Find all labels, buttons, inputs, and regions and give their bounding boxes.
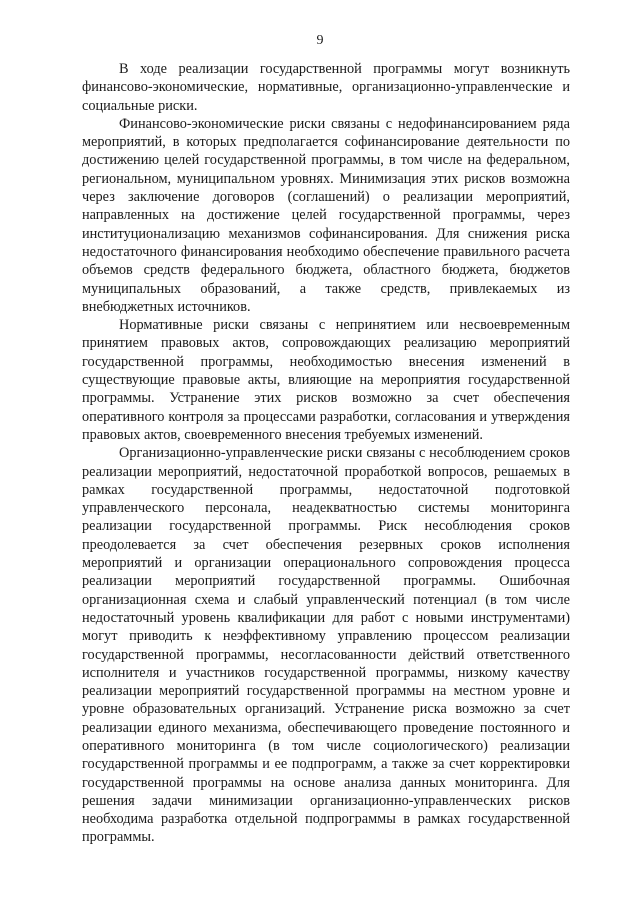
paragraph-risks-intro: В ходе реализации государственной программы могут возникнуть финансово-экономические, нормативные, организационно-управленческие и социальные риски.: [82, 61, 570, 114]
page-number: 9: [316, 33, 324, 48]
document-body: [82, 60, 570, 847]
paragraph-financial-risks: Финансово-экономические риски связаны с недофинансированием ряда мероприятий, в которых предполагается софинансирование деятельности по достижению целей государственной программы, в том числе на федеральном, региональном, муниципальном уровнях. Минимизация этих рисков возможна через заключение договоров (соглашений) о реализации мероприятий, направленных на достижение целей государственной программы, через институционализацию механизмов софинансирования. Для снижения риска недостаточного финансирования необходимо обеспечение правильного расчета объемов средств федерального бюджета, областного бюджета, бюджетов муниципальных образований, а также средств, привлекаемых из внебюджетных источников.: [82, 115, 570, 315]
paragraph-organizational-risks: Организационно-управленческие риски связаны с несоблюдением сроков реализации мероприятий, недостаточной проработкой вопросов, решаемых в рамках государственной программы, недостаточной подготовкой управленческого персонала, неадекватностью системы мониторинга реализации государственной программы. Риск несоблюдения сроков преодолевается за счет обеспечения резервных сроков исполнения мероприятий и организации операционального сопровождения процесса реализации мероприятий государственной программы. Ошибочная организационная схема и слабый управленческий потенциал (в том числе недостаточный уровень квалификации для работ с новыми инструментами) могут приводить к неэффективному управлению процессом реализации государственной программы, несогласованности действий ответственного исполнителя и участников государственной программы, низкому качеству реализации мероприятий государственной программы на местном уровне и уровне образовательных организаций. Устранение риска возможно за счет реализации единого механизма, обеспечивающего проведение постоянного и оперативного мониторинга (в том числе социологического) реализации государственной программы и ее подпрограмм, а также за счет корректировки государственной программы на основе анализа данных мониторинга. Для решения задачи минимизации организационно-управленческих рисков необходима разработка отдельной подпрограммы в рамках государственной программы.: [82, 445, 570, 846]
paragraph-regulatory-risks: Нормативные риски связаны с непринятием или несвоевременным принятием правовых актов, сопровождающих реализацию мероприятий государственной программы, необходимостью внесения изменений в существующие правовые акты, влияющие на мероприятия государственной программы. Устранение этих рисков возможно за счет обеспечения оперативного контроля за процессами разработки, согласования и утверждения правовых актов, своевременного внесения требуемых изменений.: [82, 317, 570, 443]
